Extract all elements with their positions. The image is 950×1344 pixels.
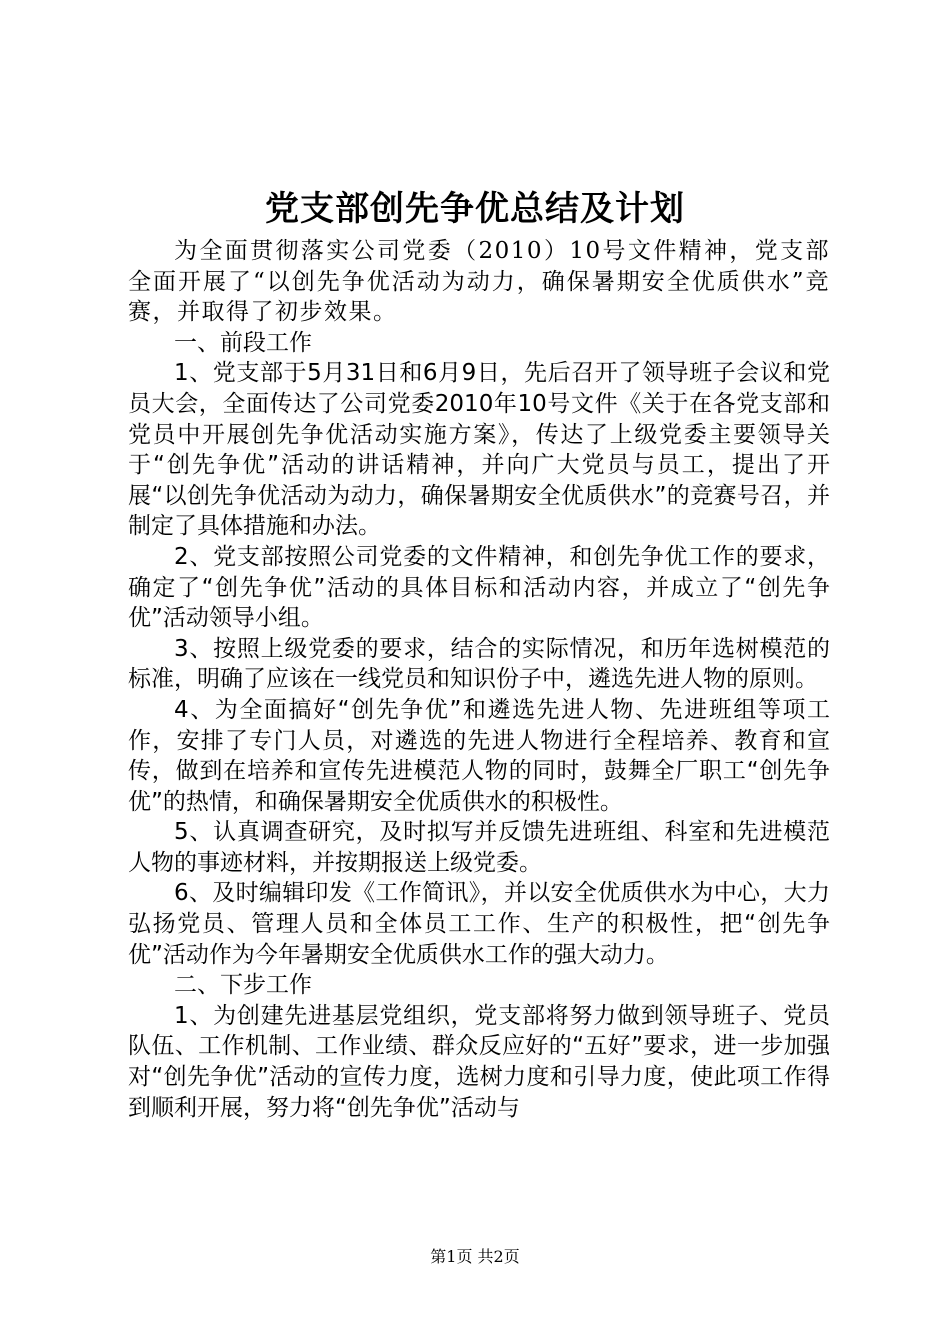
section-heading-next-work: 二、下步工作	[174, 972, 312, 999]
previous-work-item-3: 3、按照上级党委的要求，结合的实际情况，和历年选树模范的标准，明确了应该在一线党员和知识份子中，遴选先进人物的原则。	[128, 635, 830, 693]
previous-work-item-4: 4、为全面搞好“创先争优”和遴选先进人物、先进班组等项工作，安排了专门人员，对遴选的先进人物进行全程培养、教育和宣传，做到在培养和宣传先进模范人物的同时，鼓舞全厂职工“创先争优”的热情，和确保暑期安全优质供水的积极性。	[128, 696, 830, 815]
intro-paragraph: 为全面贯彻落实公司党委（2010）10号文件精神，党支部全面开展了“以创先争优活动为动力，确保暑期安全优质供水”竞赛，并取得了初步效果。	[128, 238, 830, 326]
page-number-footer: 第1页 共2页	[430, 1247, 520, 1266]
previous-work-item-1: 1、党支部于5月31日和6月9日，先后召开了领导班子会议和党员大会，全面传达了公司党委2010年10号文件《关于在各党支部和党员中开展创先争优活动实施方案》，传达了上级党委主要领导关于“创先争优”活动的讲话精神，并向广大党员与员工，提出了开展“以创先争优活动为动力，确保暑期安全优质供水”的竞赛号召，并制定了具体措施和办法。	[128, 360, 830, 540]
next-work-item-1: 1、为创建先进基层党组织，党支部将努力做到领导班子、党员队伍、工作机制、工作业绩、群众反应好的“五好”要求，进一步加强对“创先争优”活动的宣传力度，选树力度和引导力度，使此项工作得到顺利开展，努力将“创先争优”活动与	[128, 1002, 830, 1121]
section-heading-previous-work: 一、前段工作	[174, 329, 312, 356]
document-title: 党支部创先争优总结及计划	[265, 189, 685, 229]
previous-work-item-5: 5、认真调查研究，及时拟写并反馈先进班组、科室和先进模范人物的事迹材料，并按期报送上级党委。	[128, 819, 830, 876]
previous-work-item-2: 2、党支部按照公司党委的文件精神，和创先争优工作的要求，确定了“创先争优”活动的具体目标和活动内容，并成立了“创先争优”活动领导小组。	[128, 543, 830, 632]
document-body	[128, 236, 830, 1123]
previous-work-item-6: 6、及时编辑印发《工作简讯》，并以安全优质供水为中心，大力弘扬党员、管理人员和全体员工工作、生产的积极性，把“创先争优”活动作为今年暑期安全优质供水工作的强大动力。	[128, 880, 830, 968]
